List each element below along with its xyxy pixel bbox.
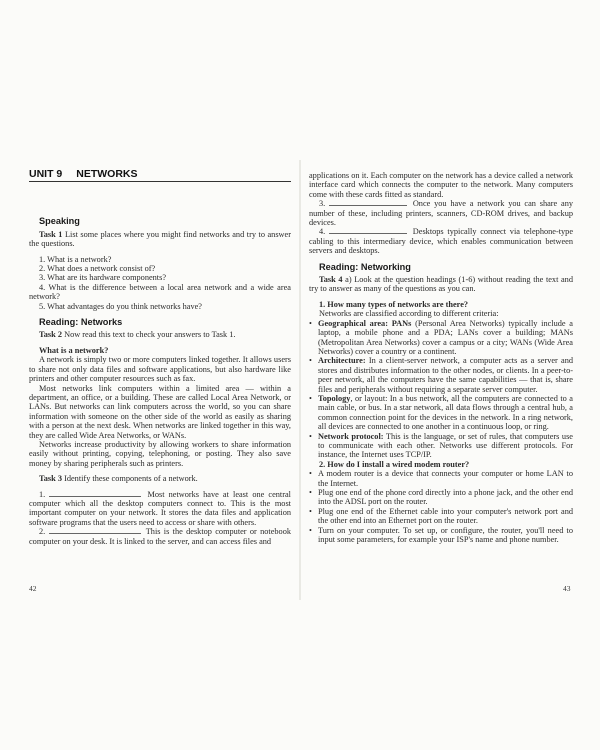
- page-number-left: 42: [29, 584, 37, 593]
- left-page: [29, 170, 291, 546]
- task2: [29, 330, 291, 339]
- component-4-text: Desktops typically connect via telephone-type cabling to this intermediary device, which enables communication between servers and desktops.: [309, 227, 573, 256]
- question-2: 2. What does a network consist of?: [39, 264, 156, 274]
- component-4-number: 4.: [319, 227, 326, 237]
- list-item-topology: [309, 394, 573, 432]
- paragraph-3: Networks increase productivity by allowing workers to share information easily without printing, copying, telephoning, or posting. They also save money by sharing peripherals such as printers.: [29, 439, 291, 468]
- paragraph-1: A network is simply two or more computers linked together. It allows users to share not only data files and software applications, but also hardware like printers and other computer resources such as fax.: [29, 355, 291, 384]
- unit-label: UNIT 9: [29, 168, 63, 180]
- component-3: [309, 199, 573, 227]
- right-page: [309, 171, 573, 544]
- question-5: 5. What advantages do you think networks have?: [39, 301, 202, 311]
- task2-text: Now read this text to check your answers to Task 1.: [62, 330, 236, 340]
- geographical-term: Geographical area: PANs: [318, 318, 412, 328]
- task4: [309, 275, 573, 294]
- task3-text: Identify these components of a network.: [62, 474, 198, 484]
- task3: [29, 474, 291, 483]
- router-step-1: • A modem router is a device that connects your computer or home LAN to the Internet.: [309, 469, 573, 488]
- paragraph-2: Most networks link computers within a limited area — within a department, an office, or a building. These are called Local Area Network, or LANs. But networks can link computers across the world, so you can share information with someone on the other side of the world as easily as sharing with a person at the next desk. When networks are linked together in this way, they are called Wide Area Networks, or WANs.: [29, 383, 291, 440]
- classification-list: [309, 319, 573, 460]
- task4-text: a) Look at the question headings (1-6) without reading the text and try to answer as many of the questions as you can.: [309, 275, 573, 294]
- question-heading-2: 2. How do I install a wired modem router?: [319, 459, 470, 469]
- component-3-number: 3.: [319, 199, 326, 209]
- geographical-text: (Personal Area Networks) typically include a laptop, a mobile phone and a PDA; LANs cover a building; MANs (Metropolitan Area Networks) cover a campus or a city; WANs (Wide Area Networks) cover a country or a continent.: [318, 318, 573, 356]
- task4-label: Task 4: [319, 275, 343, 285]
- what-is-network-heading: What is a network?: [39, 345, 109, 355]
- unit-header: [29, 170, 291, 182]
- component-1: [29, 490, 291, 528]
- architecture-term: Architecture:: [318, 356, 366, 366]
- router-steps-list: [309, 469, 573, 544]
- question-4: 4. What is the difference between a local area network and a wide area network?: [29, 282, 291, 302]
- router-step-2: • Plug one end of the phone cord directly into a phone jack, and the other end into the ADSL port on the router.: [309, 488, 573, 507]
- protocol-text: This is the language, or set of rules, that computers use to communicate with each other. Networks use different protocols. For instance, the Internet uses TCP/IP.: [318, 431, 573, 460]
- architecture-text: In a client-server network, a computer acts as a server and stores and distributes information to the other nodes, or clients. In a peer-to-peer network, all the computers have the same capabilities — that is, share files and peripherals without requiring a separate server computer.: [318, 356, 573, 394]
- question-heading-1: 1. How many types of networks are there?: [319, 299, 469, 309]
- component-2: [29, 527, 291, 546]
- task3-label: Task 3: [39, 474, 62, 484]
- component-2-blank[interactable]: [49, 527, 141, 534]
- question-1: 1. What is a network?: [39, 254, 112, 264]
- unit-title: NETWORKS: [76, 168, 138, 180]
- speaking-heading: Speaking: [39, 216, 80, 227]
- component-4: [309, 227, 573, 255]
- task2-label: Task 2: [39, 330, 62, 340]
- topology-text: , or layout: In a bus network, all the computers are connected to a main cable, or bus. In a star network, all data flows through a central hub, a common connection point for the devices in the network. In a ring network, all devices are connected to one another in a continuous loop, or ring.: [318, 393, 573, 432]
- component-1-text: Most networks have at least one central computer which all the desktop computers connect to. This is the most important computer on your network. It stores the data files and application software programs that the users need to access or share with others.: [29, 489, 291, 527]
- task1-label: Task 1: [39, 229, 63, 239]
- book-gutter: [299, 160, 301, 600]
- component-2-number: 2.: [39, 527, 46, 537]
- list-item-geographical: [309, 319, 573, 357]
- question-3: 3. What are its hardware components?: [39, 273, 167, 283]
- list-item-protocol: [309, 432, 573, 460]
- router-step-3: • Plug one end of the Ethernet cable into your computer's network port and the other end into an Ethernet port on the router.: [309, 507, 573, 526]
- list-item-architecture: [309, 356, 573, 394]
- task1-text: List some places where you might find networks and try to answer the questions.: [29, 229, 291, 249]
- topology-term: Topology: [318, 393, 351, 403]
- component-1-number: 1.: [39, 489, 46, 499]
- classification-intro: Networks are classified according to different criteria:: [319, 309, 499, 319]
- page-number-right: 43: [563, 584, 571, 593]
- task1: [29, 230, 291, 249]
- protocol-term: Network protocol:: [318, 431, 384, 441]
- question-list: [29, 255, 291, 311]
- component-2-text: This is the desktop computer or notebook computer on your desk. It is linked to the server, and can access files and: [29, 527, 291, 546]
- continued-text: applications on it. Each computer on the network has a device called a network interface card which connects the computer to the network. Many computers come with these cards fitted as standard.: [309, 171, 573, 199]
- reading-heading-left: Reading: Networks: [39, 317, 123, 328]
- reading-heading-right: Reading: Networking: [319, 261, 411, 272]
- component-1-blank[interactable]: [49, 490, 141, 497]
- component-4-blank[interactable]: [329, 227, 407, 234]
- component-3-blank[interactable]: [329, 199, 407, 206]
- router-step-4: • Turn on your computer. To set up, or configure, the router, you'll need to input some parameters, for example your ISP's name and phone number.: [309, 526, 573, 545]
- component-3-text: Once you have a network you can share any number of these, including printers, scanners, CD-ROM drives, and backup devices.: [309, 199, 573, 228]
